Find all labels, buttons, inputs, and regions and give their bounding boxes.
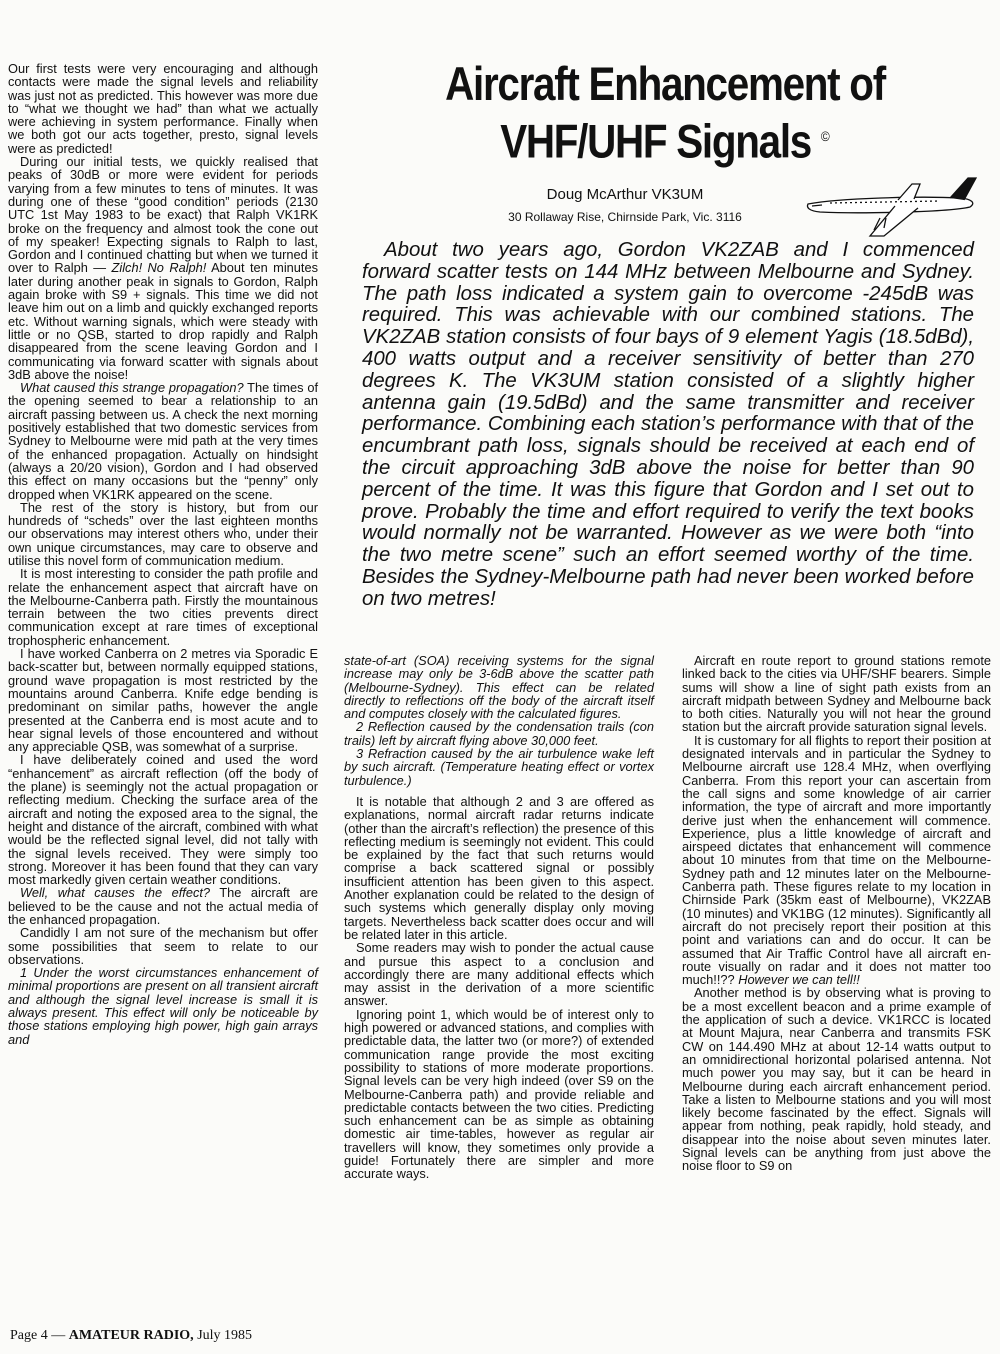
author-address: 30 Rollaway Rise, Chirnside Park, Vic. 3116	[508, 210, 742, 224]
column-1	[8, 62, 318, 1046]
title-line-2: VHF/UHF Signals ©	[500, 114, 830, 168]
aircraft-illustration	[800, 170, 980, 250]
column-3	[682, 654, 991, 1173]
paragraph: Candidly I am not sure of the mechanism but offer some possibilities that seem to relate to our observations.	[8, 925, 318, 967]
paragraph: What caused this strange propagation? The times of the opening seemed to bear a relationship to an aircraft passing between us. A check the next morning positively established that two domestic services from Sydney to Melbourne were mid path at the very times of the enhanced propagation. Actually on hindsight (always a 20/20 vision), Gordon and I had observed this effect on many occasions but the “penny” only dropped when VK1RK appeared on the scene.	[8, 380, 318, 502]
paragraph: Our first tests were very encouraging and although contacts were made the signal levels and reliability was just not as predicted. This however was more due to “what we thought we had” than what we actually were achieving in system performance. Finally when we both got our acts together, presto, signal levels were as predicted!	[8, 61, 318, 156]
paragraph: state-of-art (SOA) receiving systems for the signal increase may only be 3-6dB above the scatter path (Melbourne-Sydney). This effect can be related directly to reflections off the body of the aircraft itself and computes closely with the calculated figures.	[344, 653, 654, 722]
paragraph: 1 Under the worst circumstances enhancement of minimal proportions are present on all transient aircraft and although the signal level increase is small it is always present. This effect will only be noticeable by those stations employing high power, high gain arrays and	[8, 965, 318, 1047]
paragraph: 3 Refraction caused by the air turbulence wake left by such aircraft. (Temperature heating effect or vortex turbulence.)	[344, 746, 654, 788]
paragraph: 2 Reflection caused by the condensation trails (con trails) left by aircraft flying above 30,000 feet.	[344, 719, 654, 748]
paragraph: Aircraft en route report to ground stations remote linked back to the cities via UHF/SHF bearers. Simple sums will show a line of sight path exists from an aircraft midpath between Sydney and Melbourne back to both cities. Naturally you will not hear the ground station but the aircraft provide saturation signal levels.	[682, 653, 991, 735]
paragraph: Another method is by observing what is proving to be a most excellent beacon and a prime example of the application of such a device. VK1RCC is located at Mount Majura, near Canberra and transmits FSK CW on 144.490 MHz at about 12-14 watts output to an omnidirectional horizontal polarised antenna. Not much power you may say, but it can be heard in Melbourne during each aircraft enhancement period. Take a listen to Melbourne stations and you will most likely become fascinated by the effect. Signals will appear from nothing, peak rapidly, hold steady, and disappear into the noise about seven minutes later. Signal levels can be anything from just above the noise floor to S9 on	[682, 985, 991, 1174]
author-byline: Doug McArthur VK3UM	[546, 186, 704, 203]
paragraph: It is customary for all flights to report their position at designated intervals and in particular the Sydney to Melbourne aircraft use 128.4 MHz, when overflying Canberra. From this report your can ascertain from the call signs and some knowledge of air carrier information, the type of aircraft and more importantly derive just when the enhancement will commence. Experience, plus a little knowledge of aircraft and airspeed dictates that enhancement will commence about 10 minutes from that time on the Melbourne-Sydney path and 12 minutes later on the Melbourne-Canberra path. These figures relate to my location in Chirnside Park (35km east of Melbourne), VK2ZAB (10 minutes) and VK1BG (12 minutes). Significantly all aircraft do not precisely report their position at this point and variations can and do occur. It can be assumed that Air Traffic Control have all aircraft en-route visually on radar and it does not matter too much!!?? However we can tell!!	[682, 732, 991, 988]
issue-date: July 1985	[197, 1328, 253, 1343]
paragraph: Well, what causes the effect? The aircraft are believed to be the cause and not the actual media of the enhanced propagation.	[8, 885, 318, 927]
page-footer	[10, 1328, 252, 1344]
paragraph: It is most interesting to consider the path profile and relate the enhancement aspect that aircraft have on the Melbourne-Canberra path. Firstly the mountainous terrain between the two cities prevents direct communication except at rare times of exceptional trophospheric enhancement.	[8, 566, 318, 648]
paragraph: Ignoring point 1, which would be of interest only to high powered or advanced stations, and complies with predictable data, the latter two (or more?) of extended communication range provide the most exciting possibility to stations of more moderate proportions. Signal levels can be very high indeed (over S9 on the Melbourne-Canberra path) and provide reliable and predictable contacts between the two cities. Predicting such enhancement can be as simple as obtaining domestic air time-tables, however as regular air travellers will know, they sometimes only provide a guide! Fortunately there are simpler and more accurate ways.	[344, 1006, 654, 1182]
paragraph: The rest of the story is history, but from our hundreds of “scheds” over the last eighteen months our observations may interest others who, under their own unique circumstances, may care to observe and utilise this novel form of communication medium.	[8, 499, 318, 568]
paragraph: I have worked Canberra on 2 metres via Sporadic E back-scatter but, between normally equipped stations, ground wave propagation is most restricted by the mountains around Canberra. Knife edge bending is predominant on similar paths, however the angle presented at the Canberra end is most acute and to hear signal levels of those encountered and without any appreciable QSB, was somewhat of a surprise.	[8, 646, 318, 755]
paragraph: It is notable that although 2 and 3 are offered as explanations, normal aircraft radar returns indicate (other than the aircraft’s reflection) the presence of this reflecting medium is seemingly not evident. This could be explained by the fact that such returns would comprise a back scattered signal or possibly insufficient attention has been given to this aspect. Another explanation could be related to the design of such systems which generally display only moving targets. Nevertheless back scatter does occur and will be related later in this article.	[344, 793, 654, 942]
lead-paragraph: About two years ago, Gordon VK2ZAB and I commenced forward scatter tests on 144 MHz between Melbourne and Sydney. The path loss indicated a system gain to overcome -245dB was required. This was achievable with our combined stations. The VK2ZAB station consists of four bays of 9 element Yagis (18.5dBd), 400 watts output and a receiver sensitivity of better than 270 degrees K. The VK3UM station consisted of a slightly higher antenna gain (19.5dBd) and the same transmitter and receiver performance. Combining each station’s performance with that of the encumbrant path loss, signals should be received at each end of the circuit approaching 3dB above the noise for better than 90 percent of the time. It was this figure that Gordon and I set out to prove. Probably the time and effort required to verify the text books would normally not be warranted. However as we were both “into the two metre scene” such an effort seemed worthy of the time. Besides the Sydney-Melbourne path had never been worked before on two metres!	[362, 239, 974, 610]
column-2	[344, 654, 654, 1181]
magazine-name: AMATEUR RADIO,	[68, 1328, 194, 1343]
paragraph: I have deliberately coined and used the word “enhancement” as aircraft reflection (off the body of the plane) is seemingly not the actual propagation or reflecting medium. Checking the surface area of the aircraft and noting the exposed area to the signal, the height and distance of the aircraft, combined with what would be the reflected signal level, did not tally with the signal levels received. They were simply too strong. Moreover it has been found that they can vary most markedly given certain weather conditions.	[8, 752, 318, 888]
copyright-symbol: ©	[820, 128, 830, 144]
title-line-1: Aircraft Enhancement of	[445, 57, 885, 110]
page-number: Page 4 —	[10, 1328, 66, 1343]
article-title	[420, 58, 910, 168]
paragraph: Some readers may wish to ponder the actual cause and pursue this aspect to a conclusion and accordingly there are many additional effects which may assist in the derivation of a more scientific answer.	[344, 940, 654, 1009]
paragraph: During our initial tests, we quickly realised that peaks of 30dB or more were evident for periods varying from a few minutes to tens of minutes. It was during one of these “good condition” periods (2130 UTC 1st May 1983 to be exact) that Ralph VK1RK broke on the frequency and almost took the cone out of my speaker! Expecting signals to Ralph to last, Gordon and I continued chatting but when we turned it over to Ralph — Zilch! No Ralph! About ten minutes later during another peak in signals to Gordon, Ralph again broke with S9 + signals. This time we did not leave him out on a limb and quickly exchanged reports etc. Without warning signals, which were steady with little or no QSB, started to drop rapidly and Ralph disappeared from the scene leaving Gordon and I communicating via forward scatter with signals about 3dB above the noise!	[8, 154, 318, 382]
